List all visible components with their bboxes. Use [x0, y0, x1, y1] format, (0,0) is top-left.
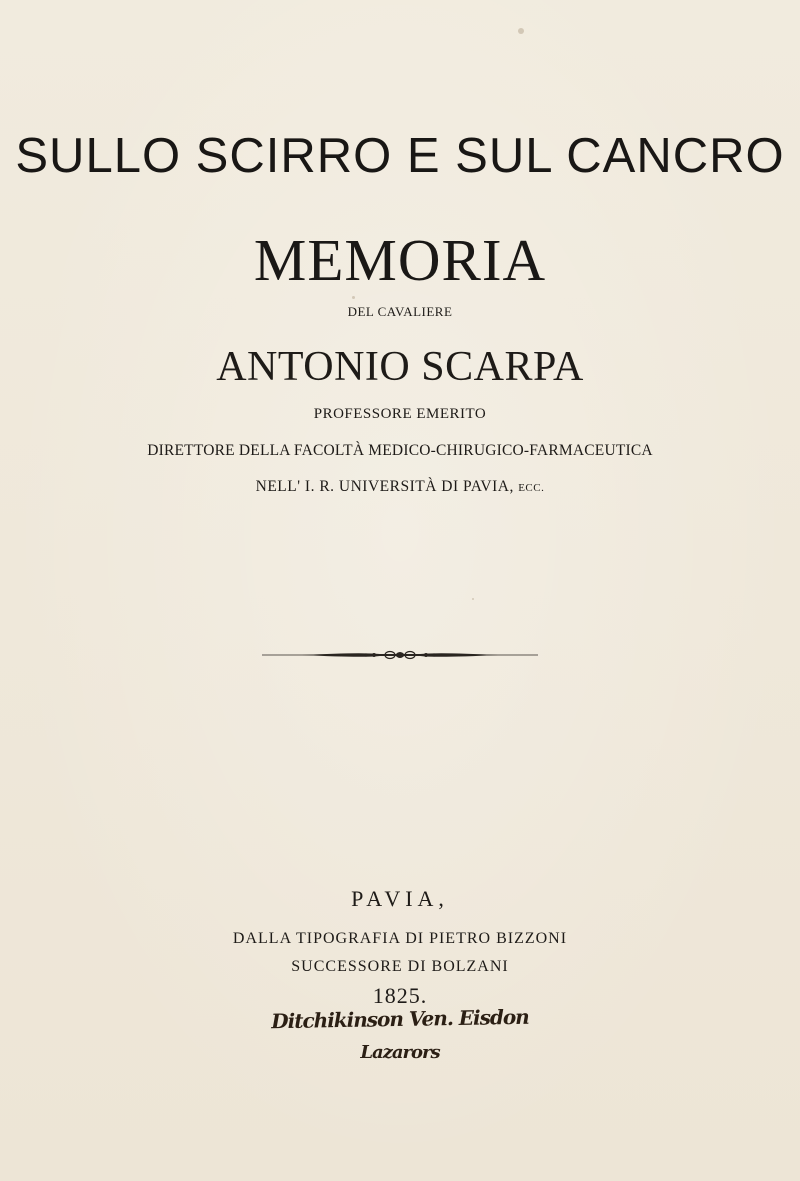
author-university	[0, 478, 800, 496]
imprint-year: 1825.	[372, 983, 428, 1008]
author-role: DIRETTORE DELLA FACOLTÀ MEDICO-CHIRUGICO-FARMACEUTICA	[147, 442, 653, 459]
author-title: PROFESSORE EMERITO	[313, 406, 487, 422]
university-text: NELL' I. R. UNIVERSITÀ DI PAVIA,	[255, 478, 514, 495]
author-name: ANTONIO SCARPA	[216, 344, 584, 390]
main-title: SULLO SCIRRO E SUL CANCRO	[15, 129, 785, 183]
paper-spot	[352, 296, 355, 299]
paper-spot	[518, 28, 524, 34]
handwritten-signature-line1: Ditchikinson Ven. Eisdon	[271, 1004, 529, 1034]
author-prefix: DEL CAVALIERE	[347, 304, 453, 319]
paper-spot	[472, 598, 474, 600]
imprint-successor: SUCCESSORE DI BOLZANI	[291, 958, 509, 975]
imprint-printer: DALLA TIPOGRAFIA DI PIETRO BIZZONI	[232, 930, 568, 947]
imprint-city: PAVIA,	[351, 886, 449, 911]
university-etc: ECC.	[518, 482, 545, 494]
handwritten-signature-line2: Lazarors	[360, 1042, 440, 1063]
ornamental-rule-icon	[262, 649, 538, 661]
work-type-heading: MEMORIA	[253, 227, 547, 293]
